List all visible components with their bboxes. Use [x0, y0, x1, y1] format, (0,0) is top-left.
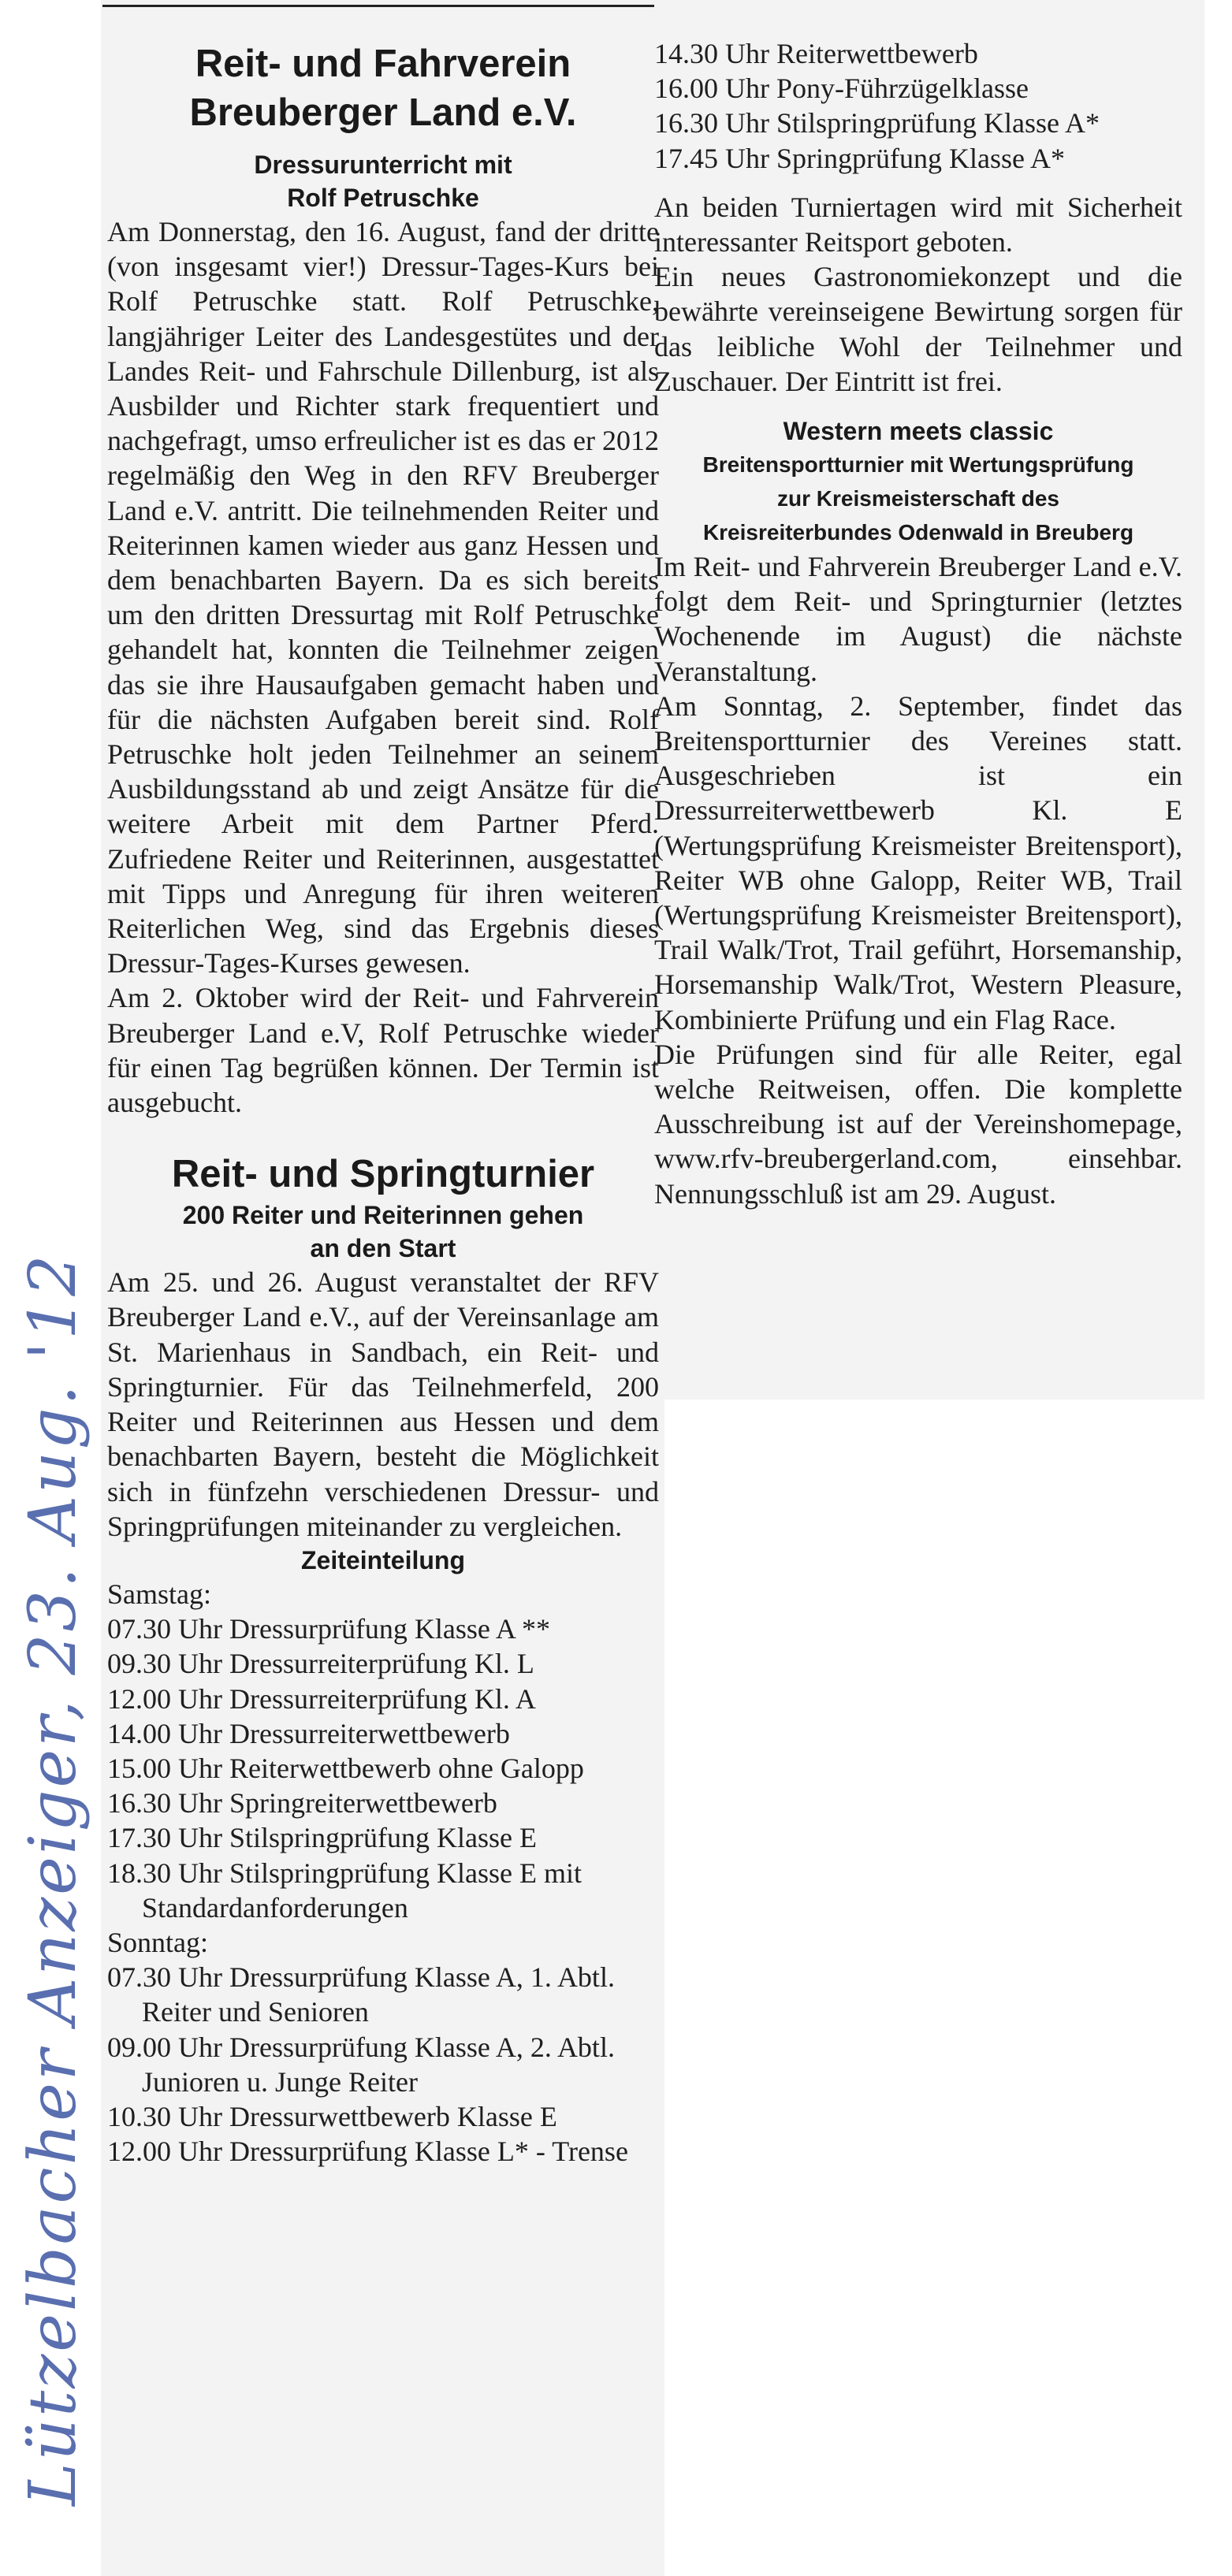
article3-subtitle-line3: Kreisreiterbundes Odenwald in Breuberg: [702, 520, 1134, 545]
article3-paragraph-3: Die Prüfungen sind für alle Reiter, egal welche Reitweisen, offen. Die komplette Ausschreibung ist auf der Vereinshomepage, www.rfv-breubergerland.com, einsehbar. Nennungsschluß ist am 29. August.: [654, 1038, 1182, 1210]
sunday-label: Sonntag:: [107, 1926, 209, 1958]
article1-subtitle-line1: Dressurunterricht mit: [254, 151, 512, 179]
article3-title: Western meets classic: [783, 417, 1054, 446]
article2-title: Reit- und Springturnier: [171, 1153, 595, 1196]
schedule-entry: 18.30 Uhr Stilspringprüfung Klasse E mit Standardanforderungen: [107, 1857, 582, 1924]
handwritten-source-note: Lützelbacher Anzeiger, 23. Aug. '12: [16, 1252, 91, 2506]
article1-subtitle-line2: Rolf Petruschke: [287, 184, 479, 212]
article3-paragraph-2: Am Sonntag, 2. September, findet das Breitensportturnier des Vereines statt. Ausgeschrieben ist ein Dressurreiterwettbewerb Kl. E (Wertungsprüfung Kreismeister Breitensport), Reiter WB ohne Galopp, Reiter WB, Trail (Wertungsprüfung Kreismeister Breitensport), Trail Walk/Trot, Trail geführt, Horsemanship, Horsemanship Walk/Trot, Western Pleasure, Kombinierte Prüfung und ein Flag Race.: [654, 690, 1182, 1035]
saturday-label: Samstag:: [107, 1578, 211, 1610]
schedule-entry: 17.45 Uhr Springprüfung Klasse A*: [654, 142, 1065, 174]
right-column: [654, 39, 1182, 1211]
article3-subtitle-line2: zur Kreismeisterschaft des: [777, 486, 1059, 511]
article2-paragraph: Am 25. und 26. August veranstaltet der RFV Breuberger Land e.V., auf der Vereinsanlage am St. Marienhaus in Sandbach, ein Reit- und Springturnier. Für das Teilnehmerfeld, 200 Reiter und Reiterinnen aus Hessen und dem benachbarten Bayern, besteht die Möglichkeit sich in fünfzehn verschiedenen Dressur- und Springprüfungen miteinander zu vergleichen.: [107, 1266, 659, 1542]
article1-title-line1: Reit- und Fahrverein: [195, 43, 571, 85]
schedule-entry: 12.00 Uhr Dressurprüfung Klasse L* - Trense: [107, 2136, 628, 2168]
schedule-heading: Zeiteinteilung: [301, 1545, 465, 1574]
schedule-entry: 16.00 Uhr Pony-Führzügelklasse: [654, 72, 1029, 105]
schedule-entry: 17.30 Uhr Stilspringprüfung Klasse E: [107, 1822, 537, 1854]
schedule-entry: 07.30 Uhr Dressurprüfung Klasse A, 1. Abtl. Reiter und Senioren: [107, 1961, 615, 2028]
article2-subtitle-line2: an den Start: [310, 1234, 456, 1263]
top-rule: [102, 5, 654, 7]
schedule-entry: 07.30 Uhr Dressurprüfung Klasse A **: [107, 1613, 550, 1645]
schedule-entry: 16.30 Uhr Stilspringprüfung Klasse A*: [654, 107, 1100, 139]
article3-subtitle-line1: Breitensportturnier mit Wertungsprüfung: [702, 452, 1134, 478]
article2-closing-2: Ein neues Gastronomiekonzept und die bewährte vereinseigene Bewirtung sorgen für das leibliche Wohl der Teilnehmer und Zuschauer. Der Eintritt ist frei.: [654, 261, 1182, 397]
sunday-schedule-part2: [654, 36, 1182, 176]
schedule-entry: 16.30 Uhr Springreiterwettbewerb: [107, 1787, 497, 1820]
schedule-entry: 14.00 Uhr Dressurreiterwettbewerb: [107, 1717, 510, 1749]
article2-closing-1: An beiden Turniertagen wird mit Sicherheit interessanter Reitsport geboten.: [654, 191, 1182, 258]
article3-paragraph-1: Im Reit- und Fahrverein Breuberger Land e.V. folgt dem Reit- und Springturnier (letztes Wochenende im August) die nächste Veranstaltung.: [654, 551, 1182, 687]
article1-paragraph-1: Am Donnerstag, den 16. August, fand der dritte (von insgesamt vier!) Dressur-Tages-Kurs bei Rolf Petruschke statt. Rolf Petruschke, langjähriger Leiter des Landesgestütes und der Landes Reit- und Fahrschule Dillenburg, ist als Ausbilder und Richter stark frequentiert und nachgefragt, umso erfreulicher ist es das er 2012 regelmäßig den Weg in den RFV Breuberger Land e.V. antritt. Die teilnehmenden Reiter und Reiterinnen kamen wieder aus ganz Hessen und dem benachbarten Bayern. Da es sich bereits um den dritten Dressurtag mit Rolf Petruschke gehandelt hat, konnten die Teilnehmer zeigen das sie ihre Hausaufgaben gemacht haben und für die nächsten Aufgaben bereit sind. Rolf Petruschke holt jeden Teilnehmer an seinem Ausbildungsstand ab und zeigt Ansätze für die weitere Arbeit mit dem Partner Pferd. Zufriedene Reiter und Reiterinnen, ausgestattet mit Tipps und Anregung für ihren weiteren Reiterlichen Weg, sind das Ergebnis dieses Dressur-Tages-Kurses gewesen.: [107, 216, 659, 979]
schedule-entry: 15.00 Uhr Reiterwettbewerb ohne Galopp: [107, 1752, 584, 1784]
schedule-entry: 09.30 Uhr Dressurreiterprüfung Kl. L: [107, 1648, 534, 1680]
schedule-entry: 12.00 Uhr Dressurreiterprüfung Kl. A: [107, 1682, 536, 1715]
left-column: [107, 39, 659, 2169]
article2-subtitle-line1: 200 Reiter und Reiterinnen gehen: [182, 1201, 584, 1230]
schedule-entry: 14.30 Uhr Reiterwettbewerb: [654, 38, 978, 69]
schedule-entry: 10.30 Uhr Dressurwettbewerb Klasse E: [107, 2100, 557, 2132]
sunday-schedule-part1: [107, 1960, 659, 2169]
article1-paragraph-2: Am 2. Oktober wird der Reit- und Fahrverein Breuberger Land e.V, Rolf Petruschke wieder für einen Tag begrüßen können. Der Termin ist ausgebucht.: [107, 982, 659, 1119]
saturday-schedule: [107, 1611, 659, 1925]
article1-title-line2: Breuberger Land e.V.: [189, 91, 577, 134]
schedule-entry: 09.00 Uhr Dressurprüfung Klasse A, 2. Abtl. Junioren u. Junge Reiter: [107, 2031, 615, 2098]
